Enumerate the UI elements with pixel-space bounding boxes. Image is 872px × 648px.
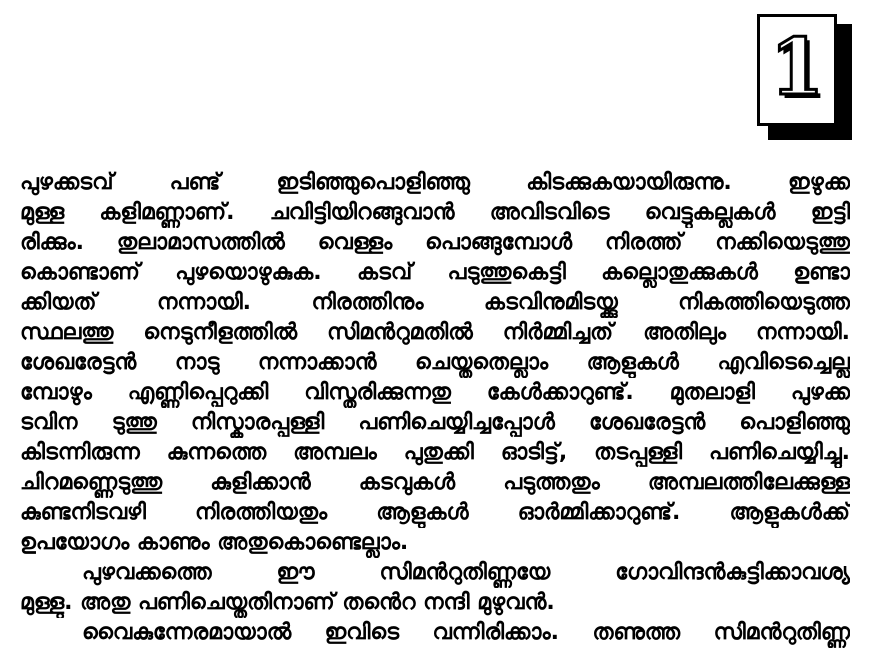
text-line-last: മുള്ളു. അതു പണിചെയ്തതിനാണ് തൻെറ നന്ദി മുഴുവൻ.	[20, 590, 555, 615]
text-line: കുണ്ടനിടവഴി നിരത്തിയതും ആളുകൾ ഓർമ്മിക്കാറുണ്ട്. ആളുകൾക്ക്	[20, 500, 850, 525]
text-line: ശേഖരേട്ടൻ നാടു നന്നാക്കാൻ ചെയ്തതെല്ലാം ആളുകൾ എവിടെച്ചെല്ലു	[20, 350, 850, 375]
text-line: മുള്ള കളിമണ്ണാണ്. ചവിട്ടിയിറങ്ങുവാൻ അവിടവിടെ വെട്ടുകല്ലുകൾ ഇട്ടി	[20, 200, 850, 225]
text-line: കൊണ്ടാണ് പുഴയൊഴുകുക. കടവ് പടുത്തുകെട്ടി കല്ലൊതുക്കുകൾ ഉണ്ടാ	[20, 260, 850, 285]
text-line: ചിറമണ്ണെടുത്തു കുളിക്കാൻ കടവുകൾ പടുത്തതും അമ്പലത്തിലേക്കുള്ള	[20, 470, 850, 495]
text-line-indented: പുഴവക്കത്തെ ഈ സിമൻറുതിണ്ണയേ ഗോവിന്ദൻകുട്ടിക്കാവശ്യ	[82, 560, 850, 585]
text-line: മ്പോഴും എണ്ണിപ്പെറുക്കി വിസ്തരിക്കുന്നതു കേൾക്കാറുണ്ട്. മുതലാളി പുഴക്ക	[20, 380, 850, 405]
text-line-last: ഉപയോഗം കാണും അതുകൊണ്ടെല്ലാം.	[20, 530, 409, 555]
chapter-number-box	[757, 14, 837, 126]
text-line-indented: വൈകുന്നേരമായാൽ ഇവിടെ വന്നിരിക്കാം. തണുത്ത സിമൻറുതിണ്ണ	[82, 620, 850, 645]
text-line: കിടന്നിരുന്ന കുന്നത്തെ അമ്പലം പുതുക്കി ഓടിട്ട്, തടപ്പള്ളി പണിചെയ്യിച്ചു.	[20, 440, 850, 465]
text-line: ക്കിയത് നന്നായി. നിരത്തിനും കടവിനുമിടയ്ക്കു നികത്തിയെടുത്ത	[20, 290, 850, 315]
text-line: രിക്കും. തുലാമാസത്തിൽ വെള്ളം പൊങ്ങുമ്പോൾ നിരത്ത് നക്കിയെടുത്തു	[20, 230, 850, 255]
chapter-number: 1	[769, 22, 825, 113]
chapter-body-text	[20, 168, 850, 648]
text-line: ടവിന ടുത്തു നിസ്കാരപ്പള്ളി പണിചെയ്യിച്ചപ്പോൾ ശേഖരേട്ടൻ പൊളിഞ്ഞു	[20, 410, 850, 435]
text-line: സ്ഥലത്തു നെടുനീളത്തിൽ സിമൻറുമതിൽ നിർമ്മിച്ചത് അതിലും നന്നായി.	[20, 320, 850, 345]
text-line: പുഴക്കടവ് പണ്ട് ഇടിഞ്ഞുപൊളിഞ്ഞു കിടക്കുകയായിരുന്നു. ഇഴുക്ക	[20, 170, 850, 195]
